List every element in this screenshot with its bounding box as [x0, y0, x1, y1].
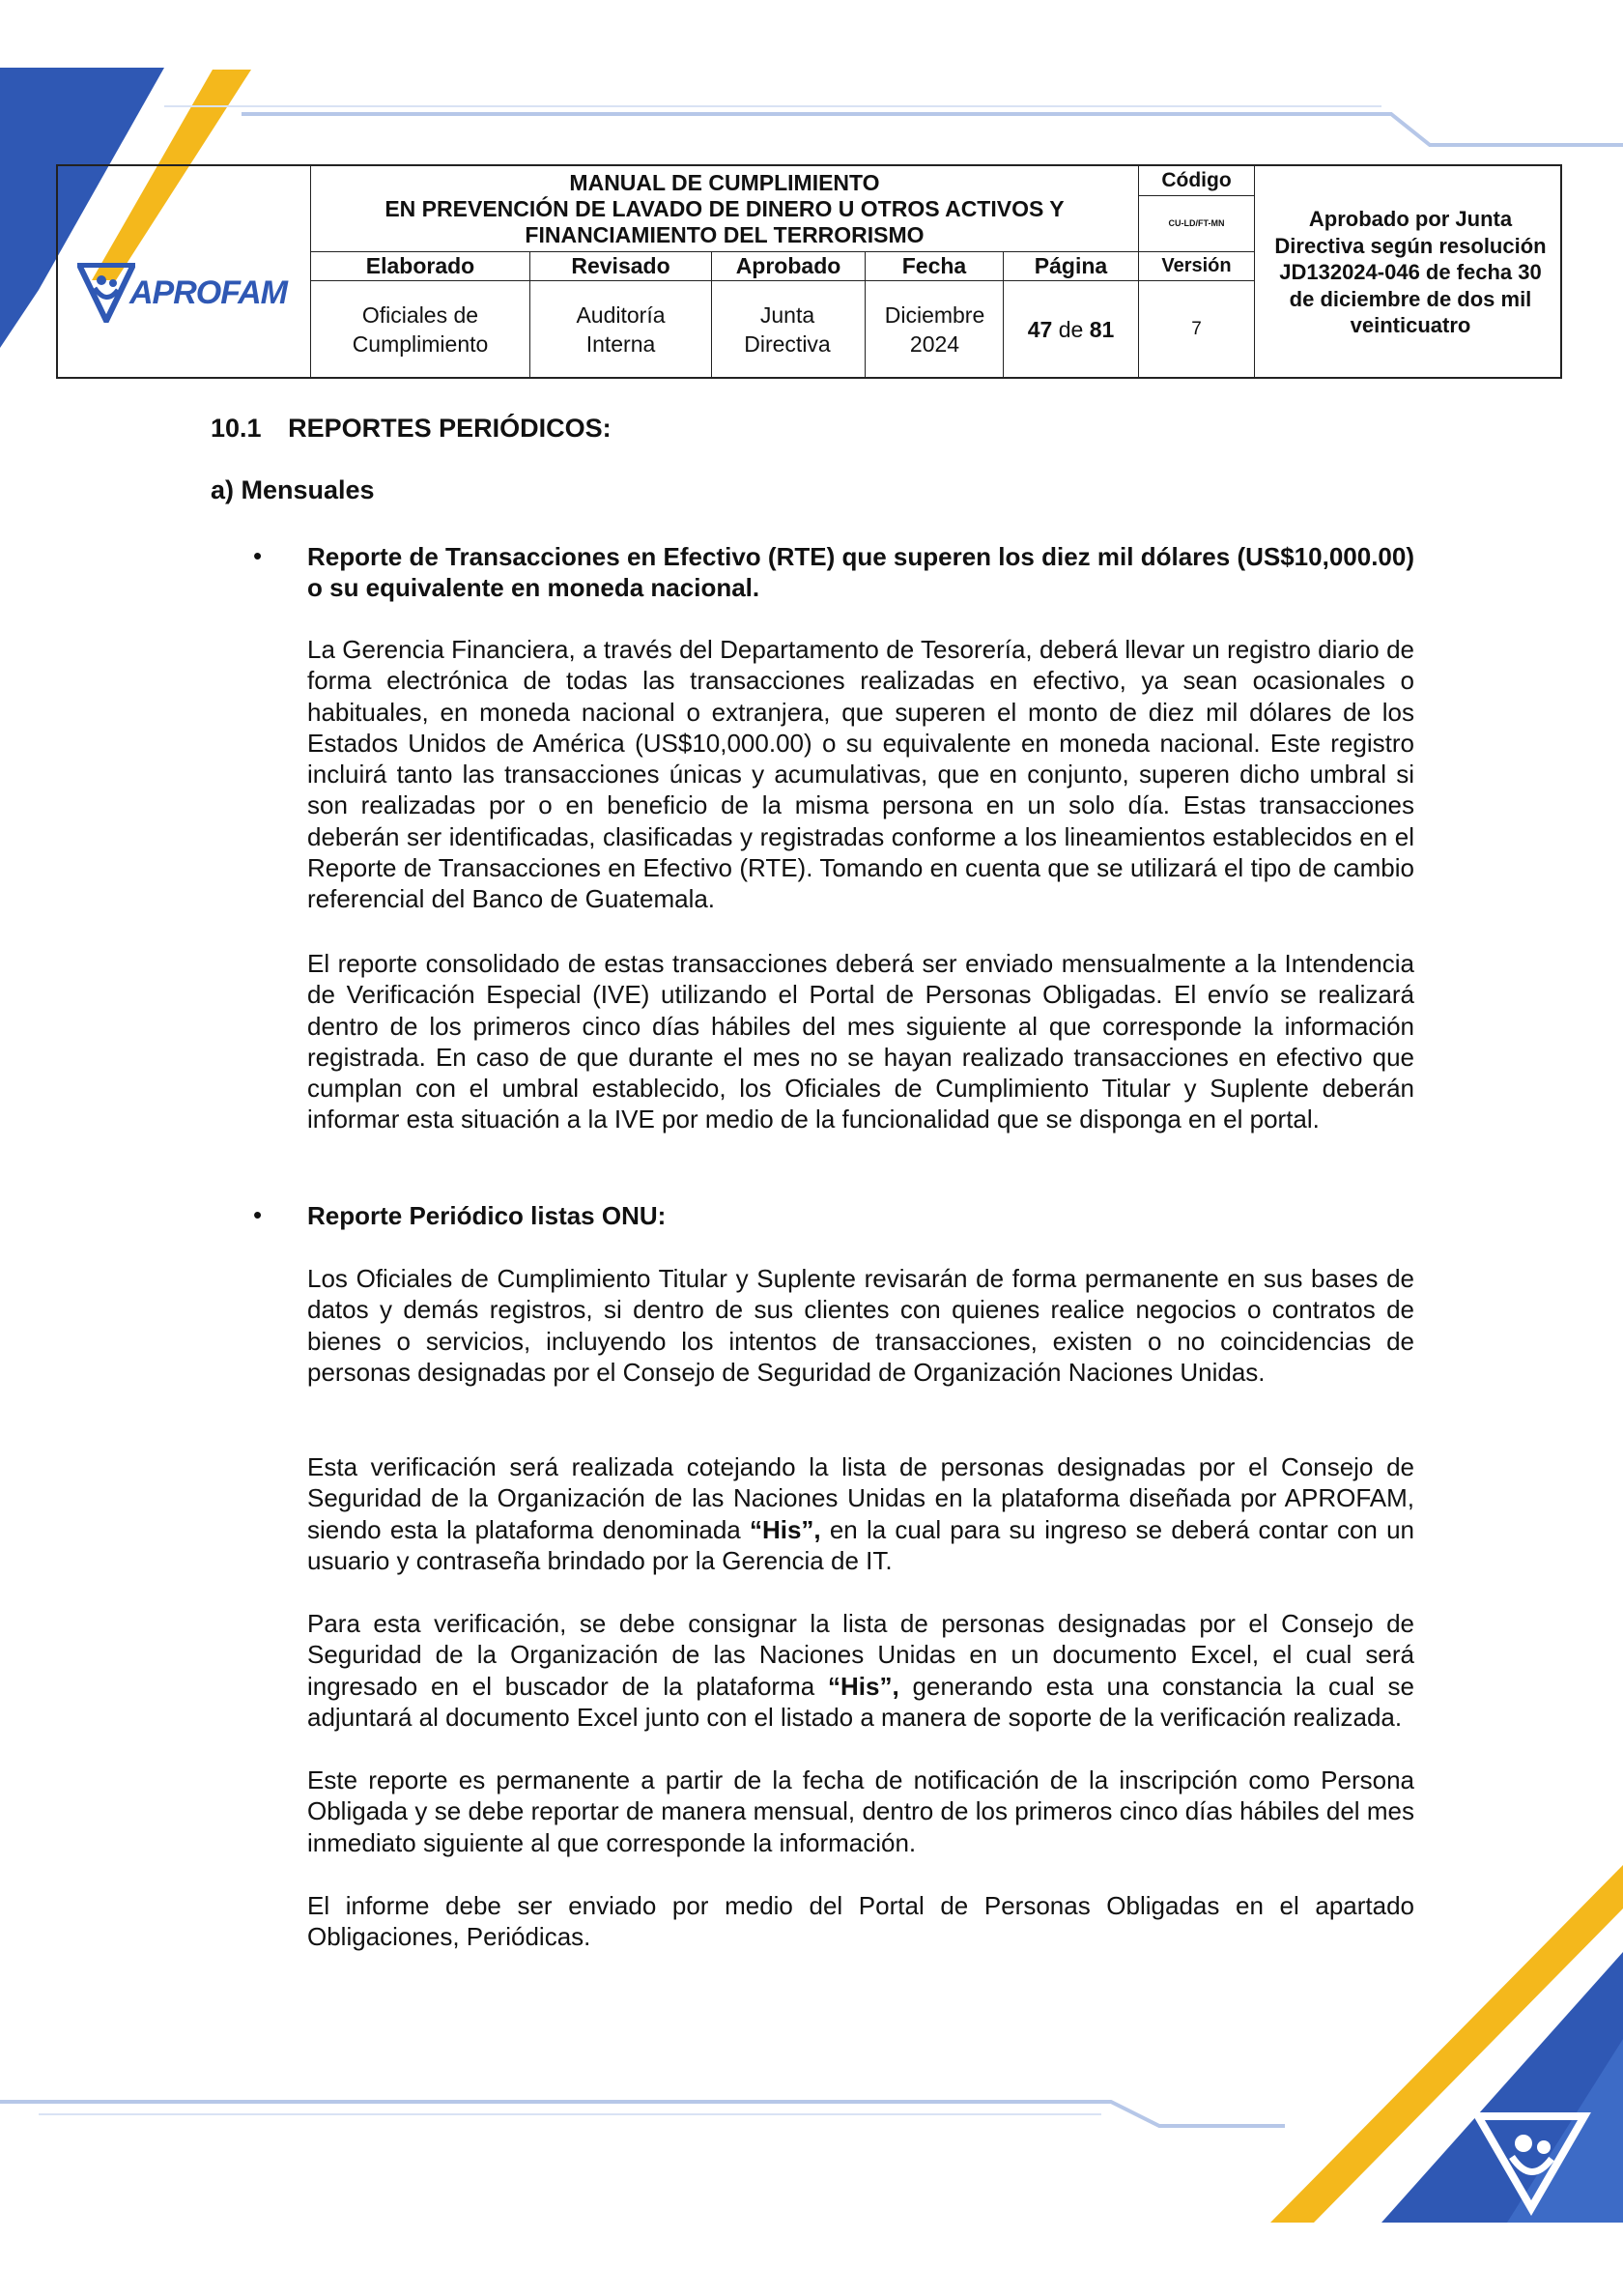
col-elaborado: Elaborado: [365, 252, 475, 278]
version-value: 7: [1191, 319, 1202, 339]
page-current: 47: [1027, 316, 1053, 342]
elaborado-value: Oficiales de Cumplimiento: [352, 302, 489, 357]
document-header-table: [56, 164, 1562, 379]
subsection-heading: a) Mensuales: [211, 475, 375, 504]
codigo-value: CU-LD/FT-MN: [1168, 218, 1225, 228]
bullet-marker: •: [253, 541, 263, 570]
codigo-label: Código: [1161, 169, 1232, 191]
section-title: REPORTES PERIÓDICOS:: [288, 414, 612, 443]
col-version: Versión: [1161, 254, 1232, 276]
paragraph-onu-5: El informe debe ser enviado por medio del Portal de Personas Obligadas en el apartado Obligaciones, Periódicas.: [307, 1891, 1414, 1952]
revisado-value: Auditoría Interna: [576, 302, 666, 357]
section-number: 10.1: [211, 414, 262, 443]
aprofam-logo-text: APROFAM: [129, 273, 287, 311]
top-right-line: [242, 114, 1623, 145]
paragraph-onu-4: Este reporte es permanente a partir de la fecha de notificación de la inscripción como Persona Obligada y se debe reportar de manera mensual, dentro de los primeros cinco días hábiles del mes inmediato siguiente al que corresponde la información.: [307, 1765, 1414, 1857]
approval-note: Aprobado por Junta Directiva según resolución JD132024-046 de fecha 30 de diciembre de dos mil veinticuatro: [1274, 207, 1547, 338]
page-of: de: [1058, 316, 1084, 342]
paragraph-onu-3: Para esta verificación, se debe consignar la lista de personas designadas por el Consejo de Seguridad de la Organización de las Naciones Unidas en un documento Excel, el cual será ingresado en el buscador de la plataforma “His”, generando esta una constancia la cual se adjuntará al documento Excel junto con el listado a manera de soporte de la verificación realizada.: [307, 1609, 1414, 1732]
aprofam-logo: [77, 258, 299, 328]
col-revisado: Revisado: [571, 252, 670, 278]
col-aprobado: Aprobado: [735, 252, 841, 278]
pagina-value: [1004, 280, 1138, 379]
paragraph-rte-2: El reporte consolidado de estas transacciones deberá ser enviado mensualmente a la Intendencia de Verificación Especial (IVE) utilizando el Portal de Personas Obligadas. El envío se realizará dentro de los primeros cinco días hábiles del mes siguiente al que corresponde la información registrada. En caso de que durante el mes no se hayan realizado transacciones en efectivo que cumplan con el umbral establecido, los Oficiales de Cumplimiento Titular y Suplente deberán informar esta situación a la IVE por medio de la funcionalidad que se disponga en el portal.: [307, 949, 1414, 1134]
paragraph-onu-1: Los Oficiales de Cumplimiento Titular y Suplente revisarán de forma permanente en sus bases de datos y demás registros, si dentro de sus clientes con quienes realice negocios o contratos de bienes o servicios, incluyendo los intentos de transacciones, existen o no coincidencias de personas designadas por el Consejo de Seguridad de Organización Naciones Unidas.: [307, 1264, 1414, 1387]
section-heading: [211, 414, 612, 444]
bullet-title-onu: Reporte Periódico listas ONU:: [307, 1201, 667, 1230]
bullet-marker: •: [253, 1200, 263, 1229]
fecha-value: Diciembre 2024: [884, 302, 985, 357]
bullet-title-rte: Reporte de Transacciones en Efectivo (RTE) que superen los diez mil dólares (US$10,000.00) o su equivalente en moneda nacional.: [307, 542, 1414, 603]
page-total: 81: [1089, 316, 1115, 342]
aprofam-logo-icon: [77, 263, 135, 323]
paragraph-onu-2: Esta verificación será realizada cotejando la lista de personas designadas por el Consejo de Seguridad de la Organización de las Naciones Unidas en la plataforma diseñada por APROFAM, siendo esta la plataforma denominada “His”, en la cual para su ingreso se deberá contar con un usuario y contraseña brindado por la Gerencia de IT.: [307, 1452, 1414, 1575]
paragraph-rte-1: La Gerencia Financiera, a través del Departamento de Tesorería, deberá llevar un registro diario de forma electrónica de todas las transacciones realizadas en efectivo, ya sean ocasionales o habituales, en moneda nacional o extranjera, que superen el monto de diez mil dólares de los Estados Unidos de América (US$10,000.00) o su equivalente en moneda nacional. Este registro incluirá tanto las transacciones únicas y acumulativas, que en conjunto, superen dicho umbral si son realizadas por o en beneficio de la misma persona en un solo día. Estas transacciones deberán ser identificadas, clasificadas y registradas conforme a los lineamientos establecidos en el Reporte de Transacciones en Efectivo (RTE). Tomando en cuenta que se utilizará el tipo de cambio referencial del Banco de Guatemala.: [307, 635, 1414, 914]
aprobado-value: Junta Directiva: [744, 302, 831, 357]
col-pagina: Página: [1034, 252, 1108, 278]
col-fecha: Fecha: [901, 252, 967, 278]
his-platform-name: “His”,: [749, 1514, 821, 1544]
manual-title: MANUAL DE CUMPLIMIENTO EN PREVENCIÓN DE LAVADO DE DINERO U OTROS ACTIVOS Y FINANCIAMIENTO DEL TERRORISMO: [384, 169, 1065, 247]
his-platform-name: “His”,: [828, 1671, 899, 1701]
